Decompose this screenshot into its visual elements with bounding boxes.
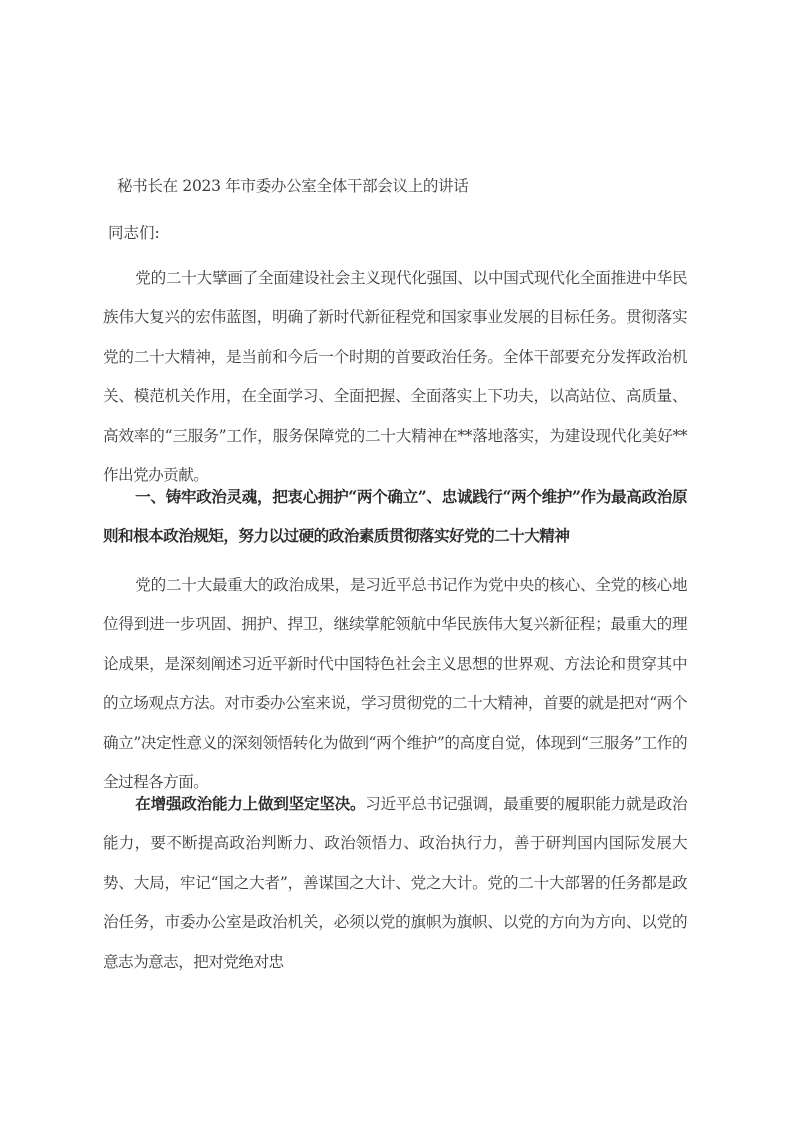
paragraph-text: 党的二十大最重大的政治成果，是习近平总书记作为党中央的核心、全党的核心地位得到进一步巩固、拥护、捍卫，继续掌舵领航中华民族伟大复兴新征程；最重大的理论成果，是深刻阐述习近平新时代中国特色社会主义思想的世界观、方法论和贯穿其中的立场观点方法。对市委办公室来说，学习贯彻党的二十大精神，首要的就是把对“两个确立”决定性意义的深刻领悟转化为做到“两个维护”的高度自觉，体现到“三服务”工作的全过程各方面。 [103, 576, 687, 792]
paragraph-political-ability [103, 784, 687, 982]
paragraph-text: 党的二十大擘画了全面建设社会主义现代化强国、以中国式现代化全面推进中华民族伟大复兴的宏伟蓝图，明确了新时代新征程党和国家事业发展的目标任务。贯彻落实党的二十大精神，是当前和今后一个时期的首要政治任务。全体干部要充分发挥政治机关、模范机关作用，在全面学习、全面把握、全面落实上下功夫，以高站位、高质量、高效率的“三服务”工作，服务保障党的二十大精神在**落地落实，为建设现代化美好**作出党办贡献。 [103, 269, 687, 485]
heading-text: 一、铸牢政治灵魂，把衷心拥护“两个确立”、忠诚践行“两个维护”作为最高政治原则和根本政治规矩，努力以过硬的政治素质贯彻落实好党的二十大精神 [103, 487, 687, 546]
paragraph-intro [103, 259, 687, 495]
paragraph-text: 习近平总书记强调，最重要的履职能力就是政治能力，要不断提高政治判断力、政治领悟力、政治执行力，善于研判国内国际发展大势、大局，牢记“国之大者”，善谋国之大计、党之大计。党的二十大部署的任务都是政治任务，市委办公室是政治机关，必须以党的旗帜为旗帜、以党的方向为方向、以党的意志为意志，把对党绝对忠 [103, 795, 687, 971]
paragraph-lead-bold: 在增强政治能力上做到坚定坚决。 [135, 794, 366, 813]
paragraph-section-1 [103, 566, 687, 802]
salutation: 同志们: [108, 224, 160, 242]
section-heading-1 [103, 477, 687, 556]
document-title: 秘书长在 2023 年市委办公室全体干部会议上的讲话 [117, 177, 469, 195]
